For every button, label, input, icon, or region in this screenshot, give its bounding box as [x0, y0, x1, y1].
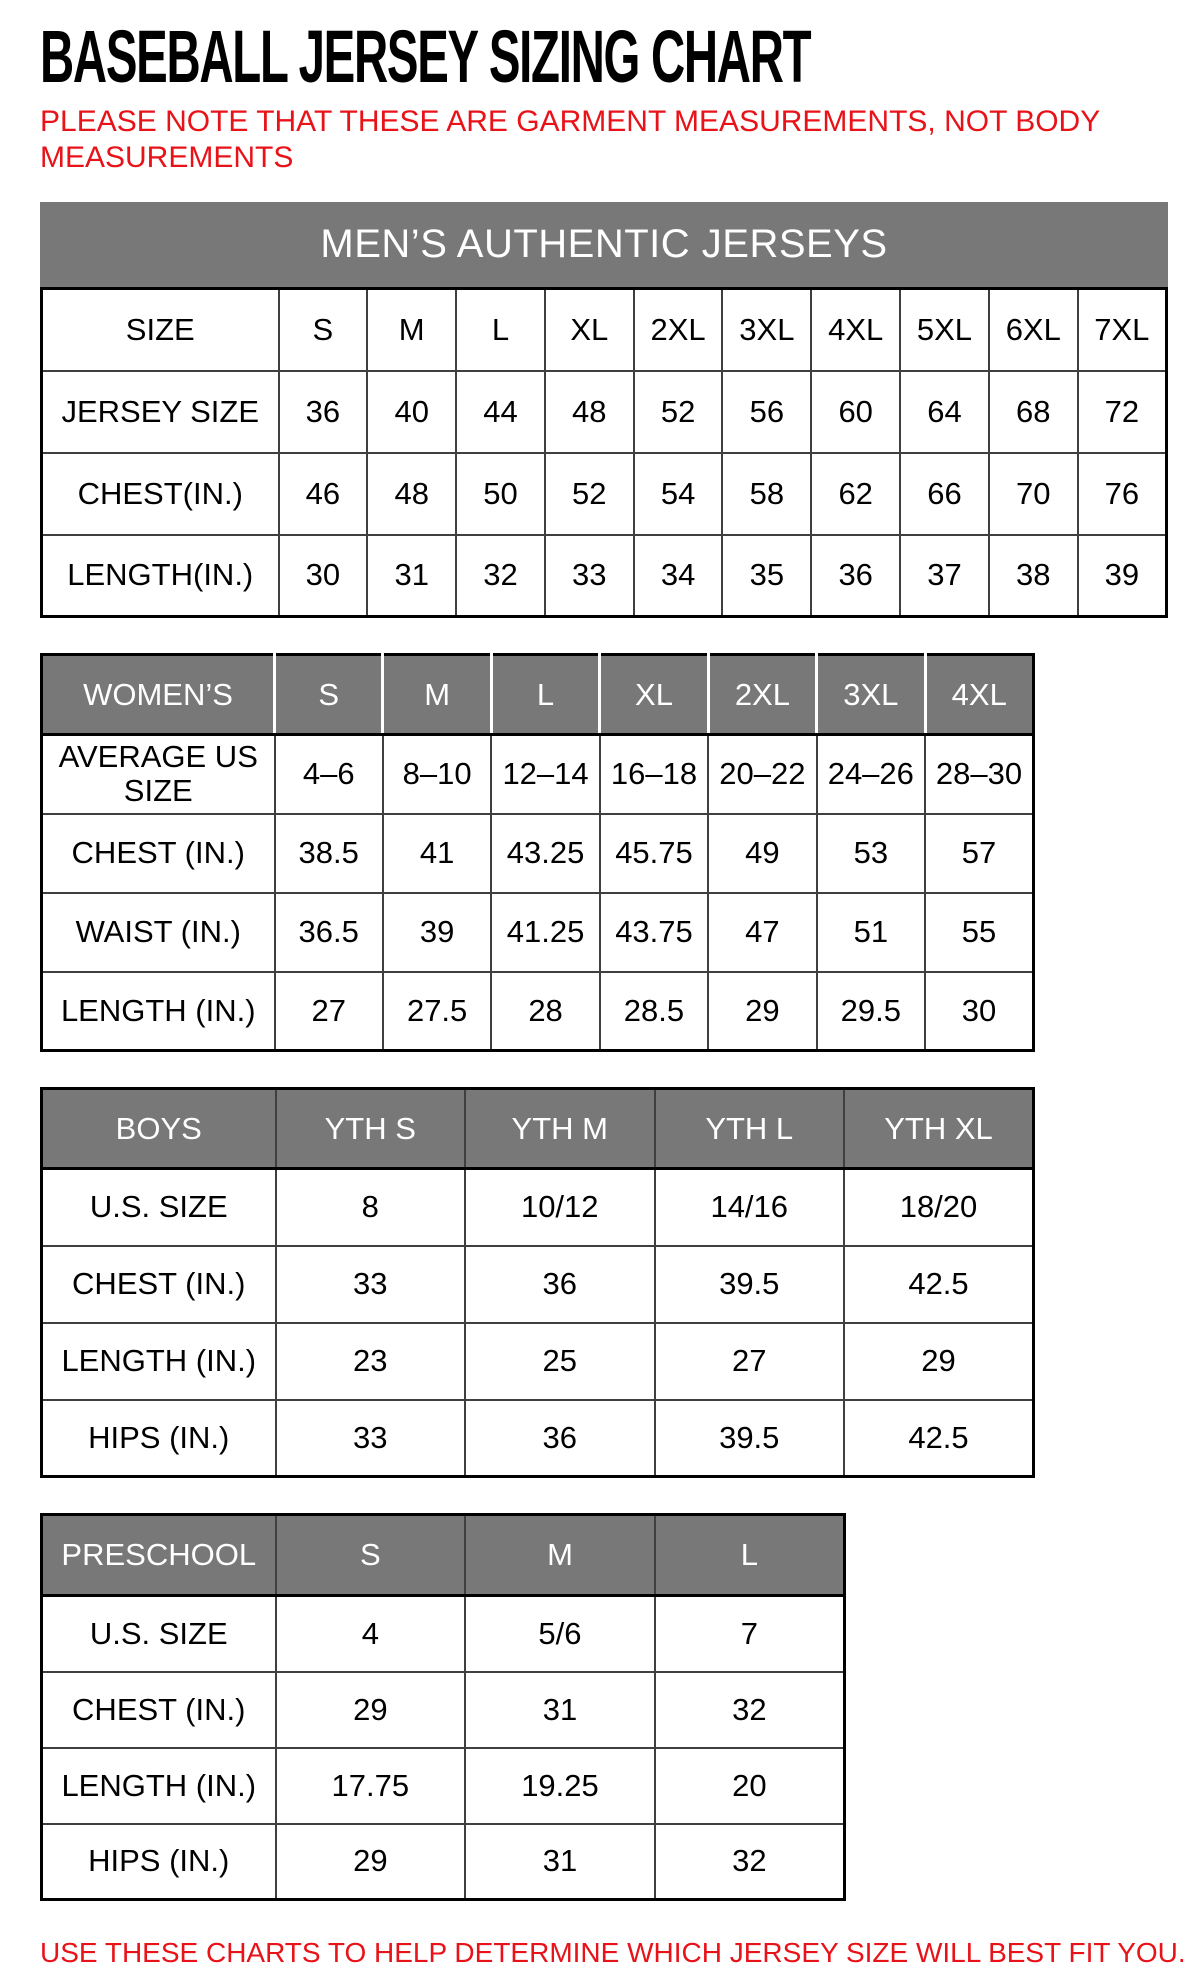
womens-value-cell: 36.5 [275, 893, 383, 972]
mens-value-cell: 44 [456, 371, 545, 453]
size-tables [40, 202, 1165, 1901]
preschool-row-3 [42, 1824, 845, 1900]
boys-value-cell: 23 [276, 1323, 466, 1400]
mens-value-cell: 52 [634, 371, 723, 453]
womens-value-cell: 28–30 [925, 735, 1033, 814]
womens-value-cell: 24–26 [817, 735, 925, 814]
womens-value-cell: 38.5 [275, 814, 383, 893]
mens-value-cell: 76 [1078, 453, 1167, 535]
boys-value-cell: 42.5 [844, 1400, 1034, 1477]
mens-value-cell: 36 [811, 535, 900, 617]
womens-value-cell: 47 [708, 893, 816, 972]
mens-value-cell: 36 [279, 371, 368, 453]
preschool-value-cell: 7 [655, 1596, 845, 1672]
preschool-value-cell: 32 [655, 1824, 845, 1900]
boys-row-3 [42, 1400, 1034, 1477]
womens-row-1 [42, 814, 1034, 893]
womens-value-cell: 20–22 [708, 735, 816, 814]
womens-value-cell: 49 [708, 814, 816, 893]
mens-row-label-cell: CHEST(IN.) [42, 453, 279, 535]
womens-value-cell: 29.5 [817, 972, 925, 1051]
mens-value-cell: 62 [811, 453, 900, 535]
mens-value-cell: 30 [279, 535, 368, 617]
womens-value-cell: 12–14 [491, 735, 599, 814]
womens-row-label-cell: CHEST (IN.) [42, 814, 275, 893]
womens-value-cell: 57 [925, 814, 1033, 893]
preschool-header-size-cell: S [276, 1515, 466, 1596]
mens-value-cell: 60 [811, 371, 900, 453]
boys-header-size-cell: YTH L [655, 1089, 845, 1169]
womens-row-3 [42, 972, 1034, 1051]
preschool-table-block [40, 1513, 1165, 1901]
garment-measurements-note: PLEASE NOTE THAT THESE ARE GARMENT MEASUREMENTS, NOT BODY MEASUREMENTS [40, 105, 1100, 174]
preschool-header-size-cell: L [655, 1515, 845, 1596]
boys-value-cell: 33 [276, 1246, 466, 1323]
mens-row-0 [42, 289, 1167, 371]
womens-row-label-cell: AVERAGE US SIZE [42, 735, 275, 814]
mens-value-cell: 52 [545, 453, 634, 535]
mens-value-cell: M [367, 289, 456, 371]
boys-value-cell: 39.5 [655, 1246, 845, 1323]
womens-value-cell: 27.5 [383, 972, 491, 1051]
mens-value-cell: XL [545, 289, 634, 371]
boys-value-cell: 36 [465, 1400, 655, 1477]
mens-banner-header: MEN’S AUTHENTIC JERSEYS [40, 202, 1168, 287]
boys-row-label-cell: CHEST (IN.) [42, 1246, 276, 1323]
womens-row-0 [42, 735, 1034, 814]
mens-sizing-table [40, 287, 1168, 618]
mens-value-cell: 33 [545, 535, 634, 617]
preschool-value-cell: 31 [465, 1672, 655, 1748]
boys-header-row [42, 1089, 1034, 1169]
preschool-value-cell: 29 [276, 1672, 466, 1748]
mens-row-label-cell: LENGTH(IN.) [42, 535, 279, 617]
womens-header-size-cell: L [491, 655, 599, 735]
boys-value-cell: 25 [465, 1323, 655, 1400]
womens-value-cell: 43.75 [600, 893, 708, 972]
womens-header-size-cell: S [275, 655, 383, 735]
womens-header-size-cell: 4XL [925, 655, 1033, 735]
boys-value-cell: 39.5 [655, 1400, 845, 1477]
mens-value-cell: 38 [989, 535, 1078, 617]
mens-row-3 [42, 535, 1167, 617]
preschool-header-size-cell: M [465, 1515, 655, 1596]
preschool-row-2 [42, 1748, 845, 1824]
mens-value-cell: 66 [900, 453, 989, 535]
preschool-row-1 [42, 1672, 845, 1748]
mens-value-cell: 56 [722, 371, 811, 453]
mens-value-cell: 46 [279, 453, 368, 535]
mens-value-cell: 70 [989, 453, 1078, 535]
mens-row-1 [42, 371, 1167, 453]
mens-value-cell: 6XL [989, 289, 1078, 371]
mens-value-cell: 3XL [722, 289, 811, 371]
womens-header-label-cell: WOMEN’S [42, 655, 275, 735]
preschool-header-row [42, 1515, 845, 1596]
womens-value-cell: 39 [383, 893, 491, 972]
mens-row-2 [42, 453, 1167, 535]
womens-value-cell: 28.5 [600, 972, 708, 1051]
mens-value-cell: 68 [989, 371, 1078, 453]
boys-sizing-table [40, 1087, 1035, 1478]
womens-table-block [40, 653, 1165, 1052]
womens-sizing-table [40, 653, 1035, 1052]
mens-value-cell: 40 [367, 371, 456, 453]
mens-value-cell: 31 [367, 535, 456, 617]
womens-value-cell: 43.25 [491, 814, 599, 893]
mens-value-cell: 4XL [811, 289, 900, 371]
preschool-value-cell: 5/6 [465, 1596, 655, 1672]
mens-value-cell: 48 [367, 453, 456, 535]
mens-value-cell: 58 [722, 453, 811, 535]
womens-header-size-cell: M [383, 655, 491, 735]
preschool-row-label-cell: CHEST (IN.) [42, 1672, 276, 1748]
mens-value-cell: 32 [456, 535, 545, 617]
mens-value-cell: 48 [545, 371, 634, 453]
boys-row-label-cell: U.S. SIZE [42, 1169, 276, 1246]
boys-row-0 [42, 1169, 1034, 1246]
womens-value-cell: 51 [817, 893, 925, 972]
mens-value-cell: 34 [634, 535, 723, 617]
preschool-value-cell: 32 [655, 1672, 845, 1748]
mens-row-label-cell: JERSEY SIZE [42, 371, 279, 453]
boys-value-cell: 14/16 [655, 1169, 845, 1246]
boys-value-cell: 42.5 [844, 1246, 1034, 1323]
womens-value-cell: 45.75 [600, 814, 708, 893]
page-title: BASEBALL JERSEY SIZING CHART [40, 15, 811, 98]
preschool-row-label-cell: HIPS (IN.) [42, 1824, 276, 1900]
womens-row-label-cell: LENGTH (IN.) [42, 972, 275, 1051]
preschool-value-cell: 19.25 [465, 1748, 655, 1824]
preschool-row-label-cell: U.S. SIZE [42, 1596, 276, 1672]
boys-value-cell: 27 [655, 1323, 845, 1400]
womens-header-size-cell: 3XL [817, 655, 925, 735]
preschool-value-cell: 17.75 [276, 1748, 466, 1824]
womens-value-cell: 30 [925, 972, 1033, 1051]
boys-value-cell: 36 [465, 1246, 655, 1323]
boys-table-block [40, 1087, 1165, 1478]
preschool-value-cell: 31 [465, 1824, 655, 1900]
boys-value-cell: 33 [276, 1400, 466, 1477]
womens-value-cell: 27 [275, 972, 383, 1051]
boys-value-cell: 8 [276, 1169, 466, 1246]
mens-value-cell: 7XL [1078, 289, 1167, 371]
womens-header-size-cell: 2XL [708, 655, 816, 735]
womens-value-cell: 41.25 [491, 893, 599, 972]
womens-value-cell: 16–18 [600, 735, 708, 814]
preschool-header-label-cell: PRESCHOOL [42, 1515, 276, 1596]
boys-value-cell: 18/20 [844, 1169, 1034, 1246]
boys-row-1 [42, 1246, 1034, 1323]
mens-value-cell: S [279, 289, 368, 371]
preschool-value-cell: 20 [655, 1748, 845, 1824]
mens-value-cell: 64 [900, 371, 989, 453]
footer-note: USE THESE CHARTS TO HELP DETERMINE WHICH JERSEY SIZE WILL BEST FIT YOU. [40, 1937, 1186, 1968]
womens-row-label-cell: WAIST (IN.) [42, 893, 275, 972]
womens-value-cell: 29 [708, 972, 816, 1051]
mens-value-cell: L [456, 289, 545, 371]
womens-value-cell: 8–10 [383, 735, 491, 814]
boys-header-size-cell: YTH S [276, 1089, 466, 1169]
womens-value-cell: 28 [491, 972, 599, 1051]
mens-table-block [40, 202, 1165, 618]
boys-header-size-cell: YTH M [465, 1089, 655, 1169]
mens-value-cell: 2XL [634, 289, 723, 371]
boys-value-cell: 29 [844, 1323, 1034, 1400]
womens-row-2 [42, 893, 1034, 972]
mens-value-cell: 39 [1078, 535, 1167, 617]
boys-header-size-cell: YTH XL [844, 1089, 1034, 1169]
mens-row-label-cell: SIZE [42, 289, 279, 371]
womens-header-size-cell: XL [600, 655, 708, 735]
preschool-row-0 [42, 1596, 845, 1672]
womens-header-row [42, 655, 1034, 735]
womens-value-cell: 55 [925, 893, 1033, 972]
womens-value-cell: 53 [817, 814, 925, 893]
boys-row-label-cell: LENGTH (IN.) [42, 1323, 276, 1400]
mens-value-cell: 72 [1078, 371, 1167, 453]
boys-value-cell: 10/12 [465, 1169, 655, 1246]
womens-value-cell: 4–6 [275, 735, 383, 814]
mens-value-cell: 50 [456, 453, 545, 535]
mens-value-cell: 54 [634, 453, 723, 535]
preschool-sizing-table [40, 1513, 846, 1901]
preschool-value-cell: 4 [276, 1596, 466, 1672]
mens-value-cell: 35 [722, 535, 811, 617]
mens-value-cell: 37 [900, 535, 989, 617]
boys-header-label-cell: BOYS [42, 1089, 276, 1169]
preschool-row-label-cell: LENGTH (IN.) [42, 1748, 276, 1824]
preschool-value-cell: 29 [276, 1824, 466, 1900]
womens-value-cell: 41 [383, 814, 491, 893]
mens-value-cell: 5XL [900, 289, 989, 371]
boys-row-label-cell: HIPS (IN.) [42, 1400, 276, 1477]
boys-row-2 [42, 1323, 1034, 1400]
